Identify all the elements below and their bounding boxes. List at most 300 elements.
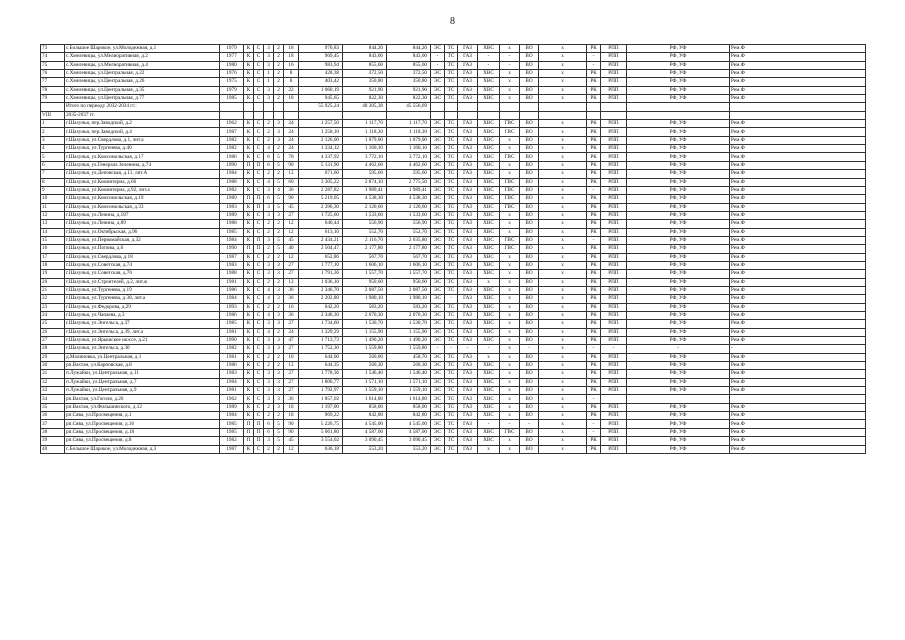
table-cell [274,111,284,119]
table-cell: 552,70 [343,228,387,236]
table-cell: Рем.Ф [730,370,866,378]
table-cell: ТС [445,78,458,86]
table-cell: 1 060,19 [299,86,343,94]
table-cell: ГАЗ [458,420,478,428]
table-row [41,111,866,119]
table-cell: К [244,203,254,211]
table-cell: РК [587,86,601,94]
table-row [41,86,866,94]
table-cell: 3 [264,45,274,53]
table-cell: 1 197,00 [299,403,343,411]
table-cell: РК [587,261,601,269]
table-cell: 27 [284,378,299,386]
table-cell: 24 [284,136,299,144]
table-cell: 1 606,10 [387,261,431,269]
table-cell: 77 [41,78,65,86]
table-cell: - [587,428,601,436]
table-cell: 642,20 [299,303,343,311]
table-cell: К [244,286,254,294]
table-cell: x [539,387,587,395]
table-cell: 3 [41,136,65,144]
table-cell: - [445,345,458,353]
table-cell: 2 [274,445,284,453]
table-cell: г.Шахунья, ул.Советская, д.74 [65,261,220,269]
table-cell: 5 [41,153,65,161]
table-cell: ЭС [431,145,445,153]
table-cell: x [539,303,587,311]
table-row [41,337,866,345]
table-cell [445,111,458,119]
table-cell: К [244,70,254,78]
table-cell: ТС [445,328,458,336]
table-cell: - [627,345,730,353]
table-cell: x [500,362,520,370]
table-cell: 6 [41,161,65,169]
table-cell: ГАЗ [458,378,478,386]
table-cell [627,395,730,403]
table-cell: 1986 [220,153,244,161]
table-cell: ХВС [478,203,500,211]
table-cell: рп.Вахтан, ул.Фильшинского, д.12 [65,403,220,411]
table-cell: 1 857,02 [299,395,343,403]
table-cell: 31 [41,370,65,378]
table-cell: x [500,70,520,78]
table-cell [520,111,539,119]
table-cell: г.Шахунья, ул.Коминтерна, д.92, лит.а [65,186,220,194]
table-cell: 2 340,30 [299,312,343,320]
table-cell: - [431,53,445,61]
table-cell [587,103,601,111]
table-cell: 12 [284,278,299,286]
table-cell: ЭС [431,437,445,445]
table-cell: ТС [445,186,458,194]
table-cell [601,103,627,111]
table-cell: 16 [284,303,299,311]
table-cell: РФ, УФ [627,145,730,153]
table-cell: с.Хмелевицы, ул.Центральная, д.22 [65,70,220,78]
table-cell: 3 [274,370,284,378]
table-cell: ТС [445,153,458,161]
table-row [41,170,866,178]
table-cell: С [254,345,264,353]
table-cell: 1985 [220,320,244,328]
table-row [41,295,866,303]
table-cell: ВО [520,178,539,186]
table-cell: 552,70 [387,228,431,236]
table-cell: ГАЗ [458,70,478,78]
table-cell: Рем.Ф [730,320,866,328]
table-cell: 3 [264,337,274,345]
table-cell: С [254,253,264,261]
table-cell: РПП [601,136,627,144]
table-cell: г.Шахунья, ул.Попова, д.6 [65,245,220,253]
table-cell: с.Большое Шарокое, ул.Молодежная, д.1 [65,45,220,53]
table-cell [254,111,264,119]
table-cell: П [244,420,254,428]
table-cell: г.Шахунья, ул.Энгельса, д.39, лит.а [65,328,220,336]
table-cell: 6 [264,195,274,203]
table-cell: x [539,286,587,294]
table-row [41,312,866,320]
table-cell: 24 [284,145,299,153]
table-row [41,445,866,453]
table-cell: РПП [601,186,627,194]
table-cell: 4 [264,312,274,320]
table-cell: ХВС [478,412,500,420]
table-cell: 2 [264,412,274,420]
table-cell: ХВС [478,236,500,244]
table-cell: К [244,295,254,303]
table-cell: 3 554,02 [299,437,343,445]
table-cell: 1990 [220,161,244,169]
table-cell: Рем.Ф [730,420,866,428]
table-cell: ЭС [431,353,445,361]
table-cell: ГАЗ [458,245,478,253]
table-cell: 3 [274,337,284,345]
table-cell: 843,00 [343,53,387,61]
table-cell: К [244,395,254,403]
table-cell [343,111,387,119]
table-cell: ХВС [478,228,500,236]
table-cell: 1988 [220,270,244,278]
table-cell: 822,30 [343,95,387,103]
table-cell: 38 [41,428,65,436]
table-cell: 74 [41,53,65,61]
table-cell: x [539,353,587,361]
table-cell: ГАЗ [458,161,478,169]
table-cell: 1990 [220,245,244,253]
table-cell: 2 [274,53,284,61]
table-cell: РПП [601,270,627,278]
table-cell [431,111,445,119]
table-cell: x [500,78,520,86]
table-cell: ТС [445,437,458,445]
table-cell: 1984 [220,236,244,244]
table-cell [299,111,343,119]
table-cell: ХВС [478,378,500,386]
table-cell: 78 [284,153,299,161]
table-row [41,261,866,269]
table-cell: ТС [445,378,458,386]
table-cell: 553,20 [387,445,431,453]
table-cell: К [244,253,254,261]
table-cell: С [254,170,264,178]
table-cell: x [539,270,587,278]
table-cell: Рем.Ф [730,403,866,411]
table-cell: ГВС [500,128,520,136]
table-cell: x [539,220,587,228]
table-cell: ГАЗ [458,295,478,303]
table-cell: 6 [264,153,274,161]
table-cell [478,111,500,119]
table-cell: К [244,236,254,244]
table-row [41,228,866,236]
table-cell: ХВС [478,328,500,336]
table-cell: 3 [264,61,274,69]
table-cell: 27 [284,345,299,353]
table-cell: г.Шахунья, ул.Федорова, д.29 [65,303,220,311]
table-cell: x [539,45,587,53]
table-cell: - [478,53,500,61]
table-cell: г.Шахунья, пер.Заводской, д.4 [65,128,220,136]
table-cell: 2 070,30 [343,312,387,320]
table-cell: x [500,378,520,386]
table-cell: 3 [264,211,274,219]
table-cell: РФ, УФ [627,128,730,136]
table-cell: x [539,161,587,169]
table-cell: 34 [41,395,65,403]
table-cell: РК [587,136,601,144]
table-cell: 2 [274,278,284,286]
table-cell: РПП [601,128,627,136]
table-cell: x [500,228,520,236]
table-cell: РК [587,145,601,153]
table-cell: 1 118,30 [387,128,431,136]
table-cell: С [254,153,264,161]
table-cell: рп.Вахтан, ул.Гоголя, д.26 [65,395,220,403]
table-cell: 1 117,70 [387,120,431,128]
table-cell: 3 [264,378,274,386]
table-cell: Рем.Ф [730,211,866,219]
table-cell: ТС [445,303,458,311]
table-cell: x [539,228,587,236]
table-cell: 1 778,36 [299,370,343,378]
table-cell: x [500,312,520,320]
table-cell: - [601,345,627,353]
table-cell: 3 [274,345,284,353]
table-cell: П [244,437,254,445]
table-cell: 25 [41,320,65,328]
table-cell: РФ, УФ [627,412,730,420]
table-cell: ГАЗ [458,53,478,61]
table-cell: 3 [264,345,274,353]
table-cell: ГАЗ [458,220,478,228]
table-cell: 4 545,00 [387,420,431,428]
table-cell: 3 [264,236,274,244]
table-cell: 2 [264,253,274,261]
table-cell: 1 614,80 [387,395,431,403]
table-cell: Рем.Ф [730,178,866,186]
table-cell: 1985 [220,228,244,236]
table-cell: 4 337,92 [299,153,343,161]
table-cell: 1 614,80 [343,395,387,403]
table-cell: п.Лужайки, ул.Центральная, д.7 [65,378,220,386]
table-cell: 48 305,38 [343,103,387,111]
table-cell: ХВС [478,45,500,53]
table-cell: РФ, УФ [627,420,730,428]
table-cell: ГАЗ [458,170,478,178]
table-cell: 2 [274,353,284,361]
table-cell: 983,94 [299,61,343,69]
table-cell: 950,60 [343,278,387,286]
table-row [41,345,866,353]
table-cell: К [244,170,254,178]
table-cell: 2 [264,128,274,136]
table-cell: г.Шахунья, ул.Ярышское шоссе, д.21 [65,337,220,345]
table-cell: РК [587,437,601,445]
table-cell: ЭС [431,178,445,186]
table-cell: 2 775,50 [387,178,431,186]
table-cell: РК [587,286,601,294]
table-cell: x [539,203,587,211]
table-cell: ХВС [478,428,500,436]
table-cell: ГВС [500,203,520,211]
table-cell: 2 087,50 [343,286,387,294]
table-cell: x [478,278,500,286]
table-cell: ТС [445,353,458,361]
table-cell: Рем.Ф [730,120,866,128]
table-cell: С [254,378,264,386]
table-cell: ЭС [431,370,445,378]
table-cell: ГАЗ [458,362,478,370]
table-cell: г.Шахунья, ул.Октябрьская, д.96 [65,228,220,236]
table-cell: x [500,295,520,303]
table-cell: 1985 [220,95,244,103]
table-cell: ВО [520,320,539,328]
table-cell: ТС [445,86,458,94]
table-row [41,211,866,219]
table-cell: РФ, УФ [627,195,730,203]
table-row [41,103,866,111]
table-cell: Рем.Ф [730,295,866,303]
table-row [41,320,866,328]
table-cell: 3 090,45 [387,437,431,445]
table-cell: ВО [520,253,539,261]
table-cell: РК [587,270,601,278]
table-cell: ВО [520,136,539,144]
table-cell: К [244,303,254,311]
table-cell: ТС [445,120,458,128]
table-row [41,245,866,253]
table-cell: 1987 [220,128,244,136]
table-cell: 27 [284,320,299,328]
table-cell: РФ, УФ [627,312,730,320]
table-cell: С [254,95,264,103]
table-cell: РФ, УФ [627,270,730,278]
table-cell: 10 [41,195,65,203]
table-cell: РФ, УФ [627,211,730,219]
table-cell: 3 [274,387,284,395]
table-cell: x [500,170,520,178]
table-cell: Рем.Ф [730,353,866,361]
table-cell: - [445,295,458,303]
table-cell: 3 [274,128,284,136]
table-row [41,278,866,286]
table-cell: РПП [601,95,627,103]
table-row [41,178,866,186]
table-cell: ВО [520,445,539,453]
table-cell: 921,90 [387,86,431,94]
table-cell: 560,30 [387,362,431,370]
table-cell: ЭС [431,428,445,436]
table-cell: с.Хмелевицы, ул.Центральная, д.26 [65,78,220,86]
table-cell: ТС [445,203,458,211]
table-cell: - [587,53,601,61]
table-cell: РПП [601,437,627,445]
table-cell: г.Шахунья, ул.Тургенева, д.40 [65,145,220,153]
table-cell: ВО [520,395,539,403]
table-cell: Рем.Ф [730,337,866,345]
table-cell: 969,45 [299,53,343,61]
table-cell: 36 [284,312,299,320]
table-cell: ГАЗ [458,178,478,186]
table-cell: ЭС [431,211,445,219]
table-cell: К [244,378,254,386]
table-cell: x [539,337,587,345]
table-cell: 1982 [220,186,244,194]
table-cell: 2 [274,61,284,69]
table-cell: РФ, УФ [627,337,730,345]
table-cell: ХВС [478,362,500,370]
table-cell: 403,42 [299,78,343,86]
table-cell: 3 [264,203,274,211]
table-cell: ГАЗ [458,261,478,269]
table-cell: К [244,445,254,453]
table-cell: 90 [284,161,299,169]
table-cell: ТС [445,312,458,320]
table-cell: ЭС [431,412,445,420]
table-cell: 12 [284,170,299,178]
table-cell: ЭС [431,45,445,53]
table-cell: 1 806,77 [299,378,343,386]
table-cell [387,111,431,119]
table-cell: ВО [520,370,539,378]
table-cell: ТС [445,387,458,395]
table-cell: x [539,395,587,403]
table-cell: ЭС [431,378,445,386]
table-cell: x [478,445,500,453]
table-cell: ТС [445,195,458,203]
table-cell: РПП [601,378,627,386]
table-cell: 90 [284,420,299,428]
table-cell: 1983 [220,370,244,378]
table-cell: ГАЗ [458,303,478,311]
table-cell: ВО [520,312,539,320]
table-cell: 2 [264,445,274,453]
table-cell: 29 [41,353,65,361]
table-cell: x [500,345,520,353]
table-cell: - [587,61,601,69]
table-cell: x [539,70,587,78]
table-cell: П [244,195,254,203]
table-cell: ЭС [431,153,445,161]
table-cell: ВО [520,78,539,86]
table-cell: РФ, УФ [627,286,730,294]
table-cell: ХВС [478,387,500,395]
table-cell: 27 [284,261,299,269]
table-cell: РФ, УФ [627,95,730,103]
table-cell [587,111,601,119]
table-cell: - [520,420,539,428]
table-cell: 23 [41,303,65,311]
table-cell: 1984 [220,170,244,178]
table-cell: x [478,353,500,361]
table-cell: г.Шахунья, ул.Чапаева, д.3 [65,312,220,320]
table-cell: 2 035,80 [387,236,431,244]
table-cell: x [500,370,520,378]
table-cell: ХВС [478,370,500,378]
table-cell: с.Хмелевицы, ул.Центральная, д.35 [65,86,220,94]
table-cell: 1 079,00 [387,136,431,144]
table-cell: РК [587,45,601,53]
table-cell: П [244,428,254,436]
table-cell: Рем.Ф [730,362,866,370]
table-cell: ХВС [478,403,500,411]
table-cell: ВО [520,145,539,153]
table-cell: РПП [601,86,627,94]
table-cell: П [254,420,264,428]
table-cell: ГАЗ [458,270,478,278]
